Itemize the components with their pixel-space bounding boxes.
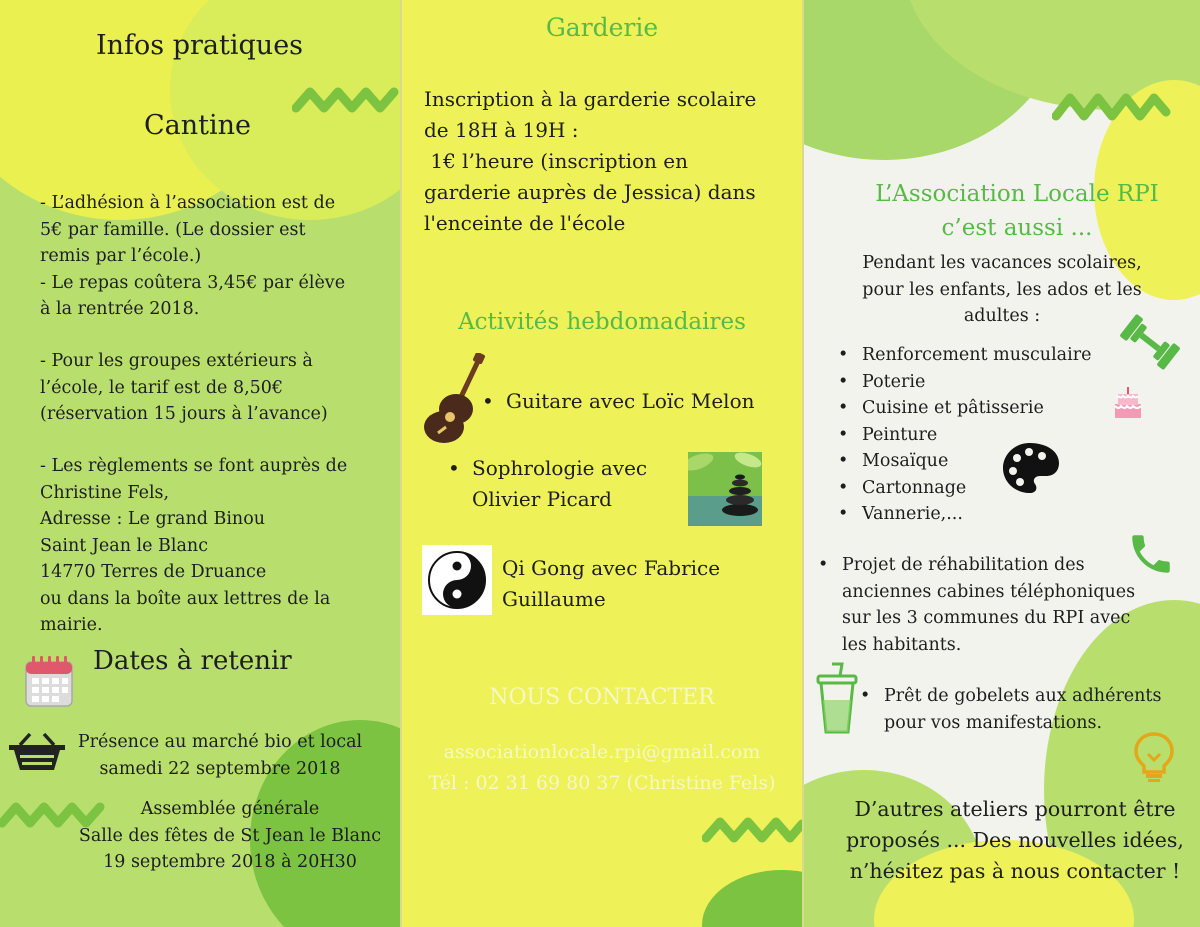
text-line: - Les règlements se font auprès de	[40, 456, 348, 476]
text-line: - Pour les groupes extérieurs à	[40, 351, 313, 371]
dumbbell-icon	[1118, 314, 1182, 370]
activity-list-1	[482, 386, 802, 417]
text-line: 5€ par famille. (Le dossier est	[40, 219, 306, 240]
atelier-list	[838, 342, 1138, 528]
text-line: mairie.	[40, 615, 103, 635]
list-item: • Cartonnage	[838, 475, 1138, 502]
text-line: D’autres ateliers pourront être	[854, 797, 1176, 821]
activity-list-2	[448, 453, 688, 515]
text-line: 19 septembre 2018 à 20H30	[103, 852, 357, 872]
closing-message	[830, 794, 1200, 887]
zigzag-decor	[292, 80, 400, 120]
garderie-text	[424, 84, 794, 239]
text-line: Saint Jean le Blanc	[40, 535, 209, 556]
activity-guitare: • Guitare avec Loïc Melon	[482, 386, 802, 417]
text-line: remis par l’école.)	[40, 246, 202, 266]
text-line: l’école, le tarif est de 8,50€	[40, 377, 284, 398]
text-line: ou dans la boîte aux lettres de la	[40, 588, 331, 609]
decor-blob	[702, 870, 804, 927]
text-line: samedi 22 septembre 2018	[99, 758, 341, 779]
text-line: Assemblée générale	[140, 799, 320, 819]
contact-heading: NOUS CONTACTER	[489, 685, 715, 710]
activity-sophrologie	[448, 453, 688, 515]
text-line: 14770 Terres de Druance	[40, 562, 267, 582]
cup-icon	[814, 662, 860, 736]
cantine-block-1	[40, 190, 390, 323]
text-line: • Prêt de gobelets aux adhérents	[884, 686, 1162, 706]
dates-heading: Dates à retenir	[93, 646, 292, 676]
text-line: - Le repas coûtera 3,45€ par élève	[40, 272, 346, 293]
text-line: Présence au marché bio et local	[77, 732, 363, 752]
text-line: de 18H à 19H :	[424, 118, 579, 142]
page-title: Infos pratiques	[96, 30, 304, 61]
calendar-icon	[24, 654, 74, 708]
guitar-icon	[422, 353, 486, 445]
list-item: • Peinture	[838, 422, 1138, 449]
text-line: pour vos manifestations.	[884, 712, 1103, 733]
text-line: Salle des fêtes de St Jean le Blanc	[78, 825, 382, 846]
palette-icon	[1000, 440, 1062, 496]
text-line: Olivier Picard	[472, 487, 612, 511]
text-line: adultes :	[963, 306, 1041, 326]
text-line: Qi Gong avec Fabrice	[502, 556, 721, 580]
text-line: 1€ l’heure (inscription en	[424, 149, 689, 173]
text-line: Christine Fels,	[40, 482, 170, 503]
text-line: les habitants.	[842, 634, 962, 655]
text-line: - L’adhésion à l’association est de	[40, 193, 336, 213]
list-item	[818, 552, 1138, 658]
text-line: pour les enfants, les ados et les	[862, 279, 1142, 300]
cantine-block-3	[40, 453, 390, 639]
activities-heading: Activités hebdomadaires	[458, 309, 746, 335]
list-item: • Poterie	[838, 369, 1138, 396]
text-line: Sophrologie avec	[472, 456, 648, 480]
cake-icon	[1112, 384, 1144, 420]
cantine-block-2	[40, 348, 390, 428]
contact-phone: Tél : 02 31 69 80 37 (Christine Fels)	[428, 772, 776, 794]
zigzag-decor	[1052, 84, 1172, 128]
cantine-heading: Cantine	[144, 110, 251, 141]
garderie-heading: Garderie	[545, 13, 659, 42]
zen-stones-image	[688, 452, 762, 526]
text-line: n’hésitez pas à nous contacter !	[849, 859, 1181, 883]
list-item: • Mosaïque	[838, 448, 1138, 475]
association-heading	[834, 177, 1200, 245]
text-line: c’est aussi ...	[941, 215, 1093, 241]
text-line: à la rentrée 2018.	[40, 299, 200, 319]
text-line: proposés ... Des nouvelles idées,	[846, 828, 1184, 852]
text-line: • Projet de réhabilitation des	[842, 555, 1085, 575]
text-line: (réservation 15 jours à l’avance)	[40, 404, 328, 424]
yin-yang-icon	[422, 545, 492, 615]
lightbulb-icon	[1128, 728, 1180, 782]
contact-email[interactable]: associationlocale.rpi@gmail.com	[443, 741, 761, 763]
event-marche-bio	[60, 729, 380, 782]
panel-garderie-activites	[400, 0, 804, 927]
list-item: • Vannerie,...	[838, 501, 1138, 528]
event-assemblee	[60, 796, 400, 876]
text-line: l'enceinte de l'école	[424, 211, 626, 235]
panel-association	[804, 0, 1200, 927]
text-line: garderie auprès de Jessica) dans	[424, 180, 756, 204]
text-line: Pendant les vacances scolaires,	[862, 253, 1142, 273]
zigzag-decor	[702, 812, 804, 848]
activity-qigong	[502, 553, 802, 615]
text-line: sur les 3 communes du RPI avec	[842, 608, 1131, 628]
project-item	[818, 552, 1138, 658]
panel-infos-pratiques	[0, 0, 400, 927]
list-item: • Cuisine et pâtisserie	[838, 395, 1138, 422]
text-line: Guillaume	[502, 587, 606, 611]
phone-icon	[1126, 528, 1176, 580]
list-item: • Renforcement musculaire	[838, 342, 1138, 369]
text-line: Inscription à la garderie scolaire	[424, 87, 757, 111]
basket-icon	[8, 732, 66, 772]
text-line: anciennes cabines téléphoniques	[842, 581, 1136, 602]
text-line: Adresse : Le grand Binou	[40, 509, 266, 529]
text-line: L’Association Locale RPI	[875, 181, 1159, 207]
